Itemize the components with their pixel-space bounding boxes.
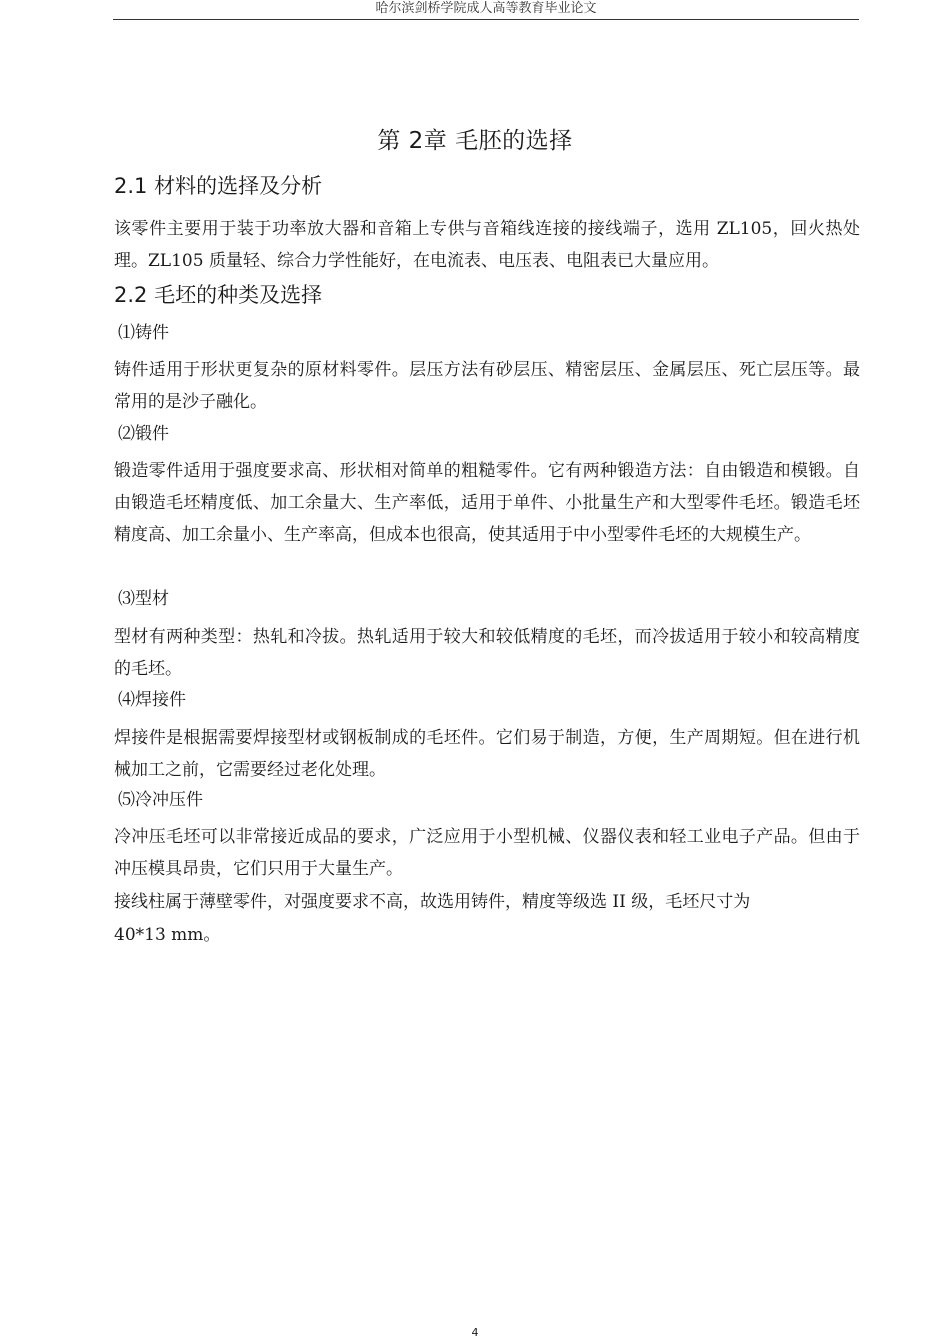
item-profile-label: ⑶型材 <box>118 589 169 609</box>
header-text: 哈尔滨剑桥学院成人高等教育毕业论文 <box>375 1 597 16</box>
section-title-2-2: 2.2 毛坯的种类及选择 <box>114 283 323 307</box>
item-welding-text: 焊接件是根据需要焊接型材或钢板制成的毛坯件。它们易于制造，方便，生产周期短。但在进行机械加工之前，它需要经过老化处理。 <box>114 728 860 780</box>
item-forging-label: ⑵锻件 <box>118 424 169 444</box>
chapter-title: 第 2章 毛胚的选择 <box>377 128 573 154</box>
conclusion-line-1: 接线柱属于薄壁零件，对强度要求不高，故选用铸件，精度等级选 II 级，毛坯尺寸为 <box>114 892 751 912</box>
section-1-paragraph: 该零件主要用于装于功率放大器和音箱上专供与音箱线连接的接线端子，选用 ZL105，回火热处理。ZL105 质量轻、综合力学性能好，在电流表、电压表、电阻表已大量应用。 <box>114 219 860 271</box>
item-forging-text: 锻造零件适用于强度要求高、形状相对简单的粗糙零件。它有两种锻造方法：自由锻造和模锻。自由锻造毛坯精度低、加工余量大、生产率低，适用于单件、小批量生产和大型零件毛坯。锻造毛坯精度高、加工余量小、生产率高，但成本也很高，使其适用于中小型零件毛坯的大规模生产。 <box>114 461 860 545</box>
page-number: 4 <box>471 1326 479 1339</box>
section-title-2-1: 2.1 材料的选择及分析 <box>114 174 323 198</box>
item-profile-text: 型材有两种类型：热轧和冷拔。热轧适用于较大和较低精度的毛坯，而冷拔适用于较小和较高精度的毛坯。 <box>114 627 860 679</box>
item-welding-label: ⑷焊接件 <box>118 690 186 710</box>
item-casting-text: 铸件适用于形状更复杂的原材料零件。层压方法有砂层压、精密层压、金属层压、死亡层压等。最常用的是沙子融化。 <box>114 360 860 412</box>
conclusion-line-2: 40*13 mm。 <box>114 925 221 945</box>
item-casting-label: ⑴铸件 <box>118 323 169 343</box>
page-header <box>113 0 859 20</box>
item-stamping-text: 冷冲压毛坯可以非常接近成品的要求，广泛应用于小型机械、仪器仪表和轻工业电子产品。但由于冲压模具昂贵，它们只用于大量生产。 <box>114 827 860 879</box>
item-stamping-label: ⑸冷冲压件 <box>118 790 203 810</box>
